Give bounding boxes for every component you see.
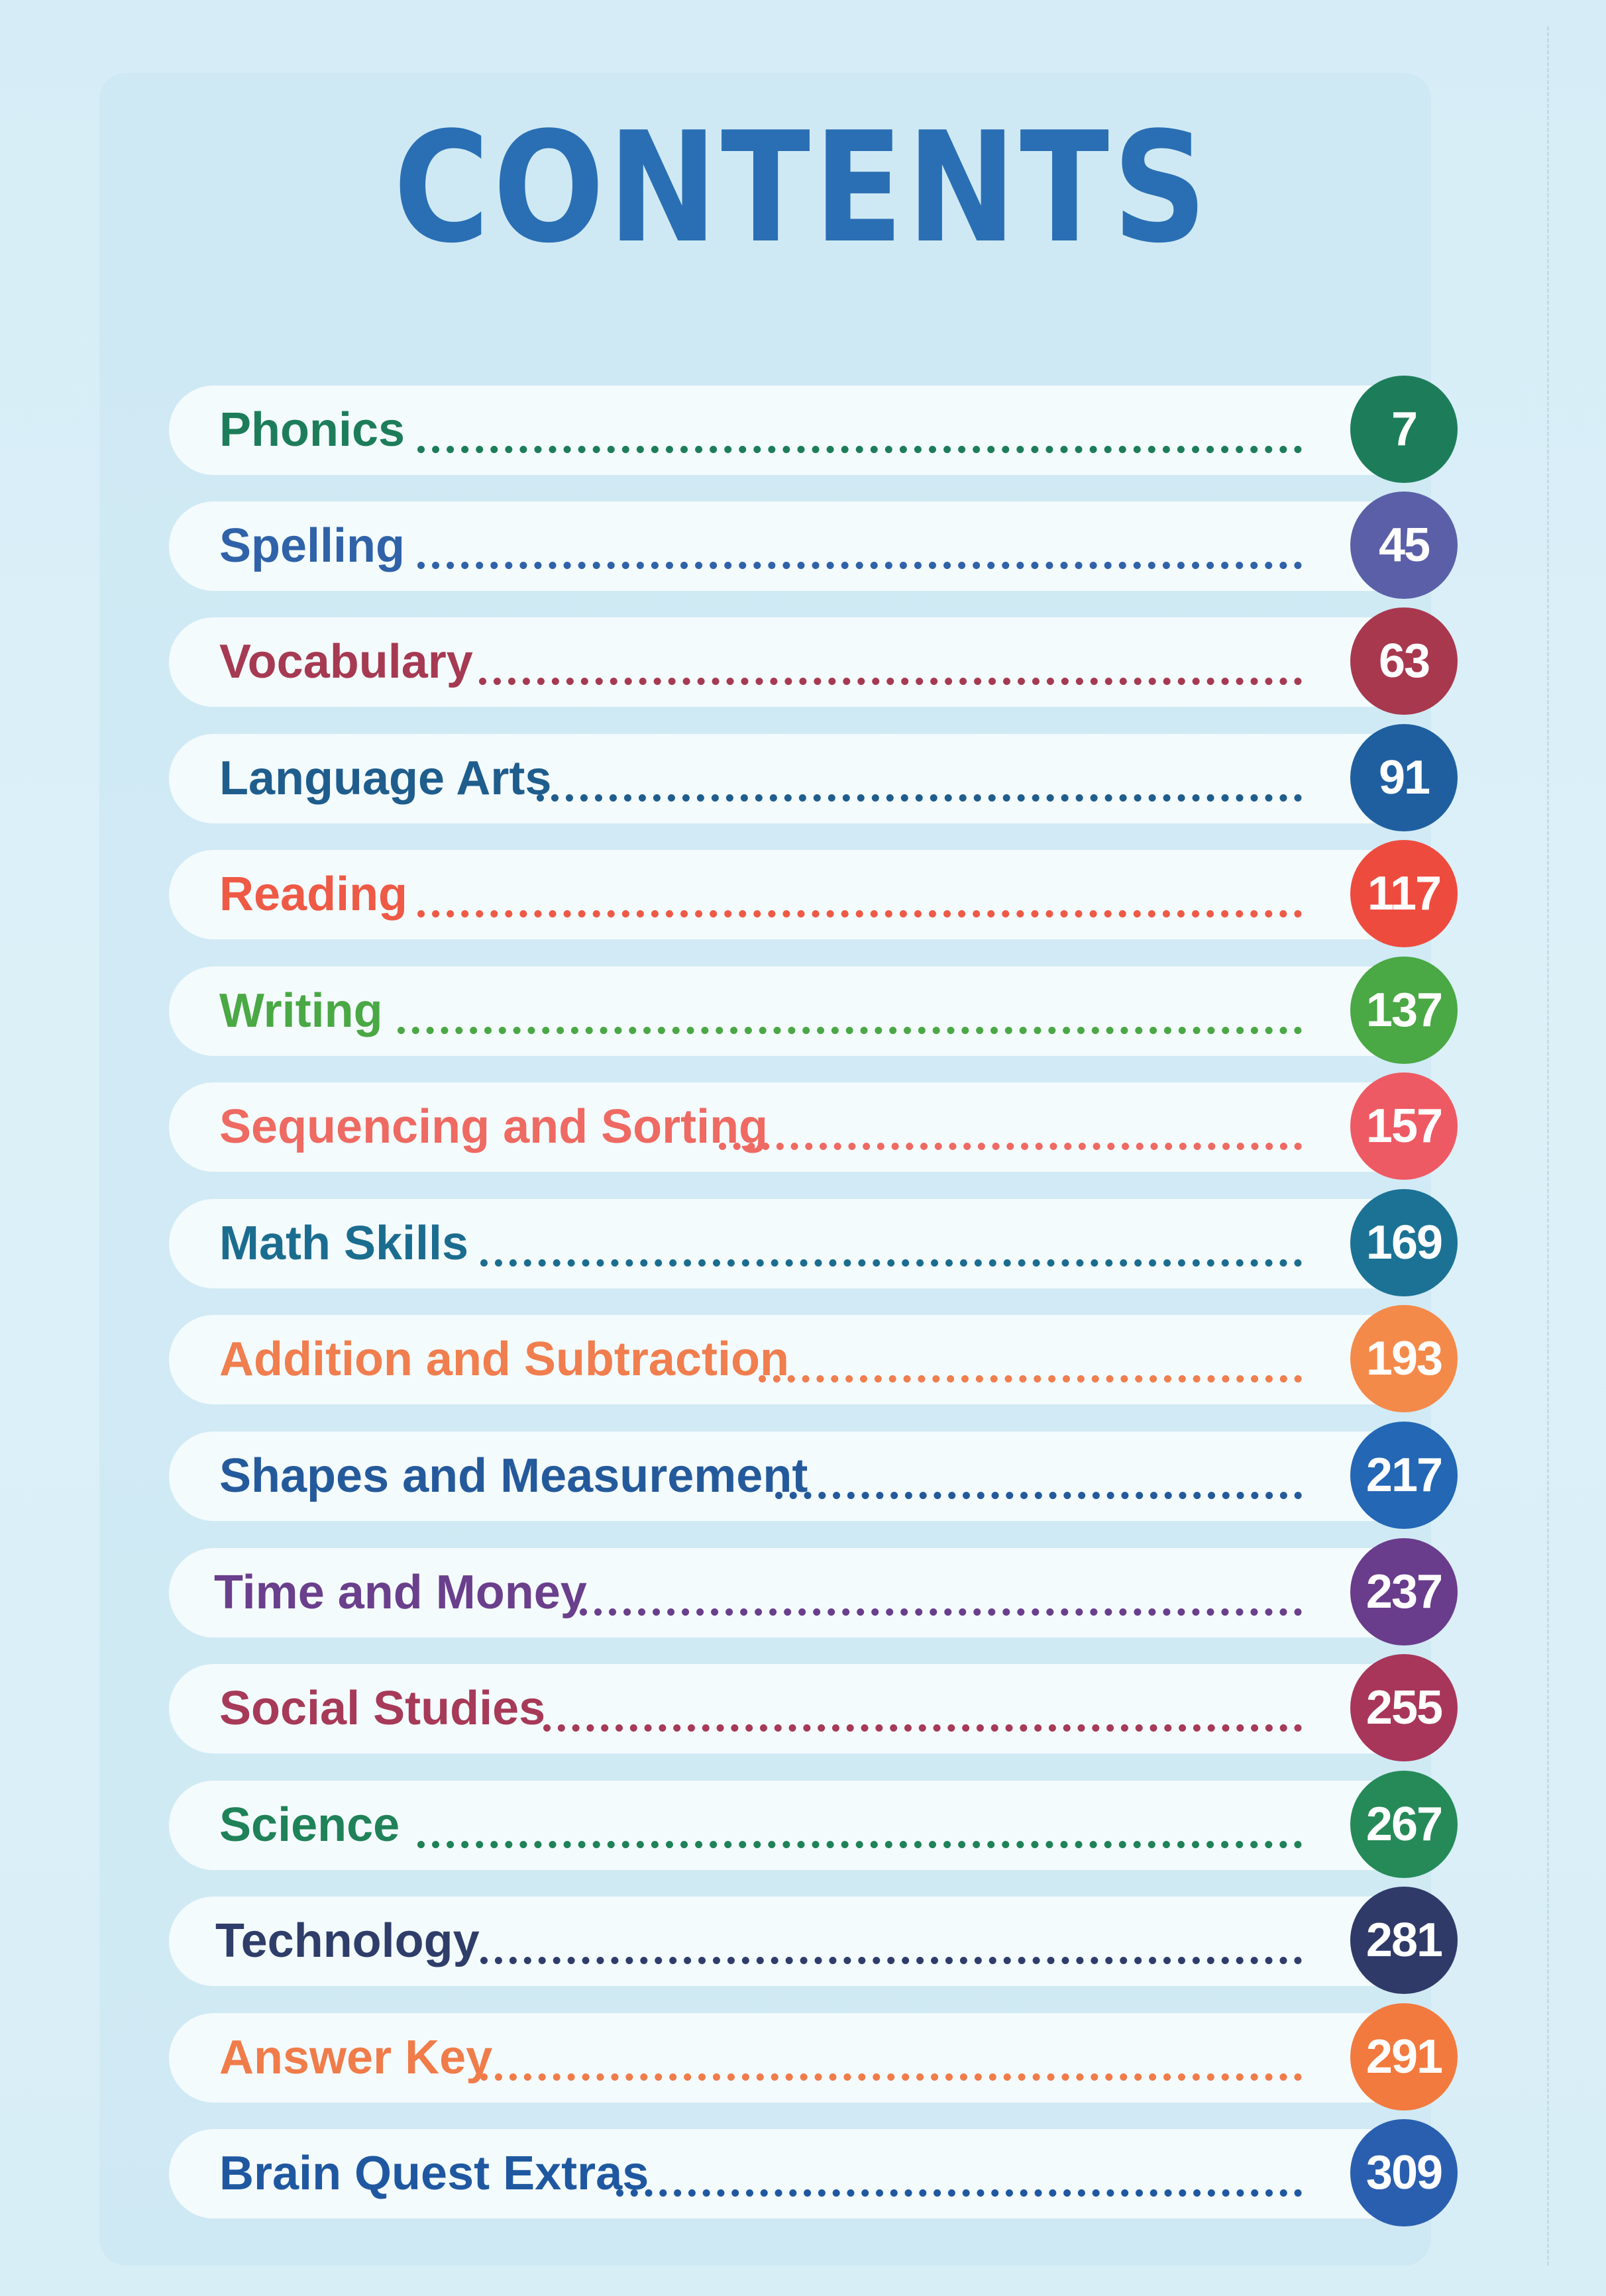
entry-label: Addition and Subtraction (219, 1333, 789, 1386)
page-number-badge: 217 (1350, 1422, 1458, 1529)
entry-label: Technology (215, 1914, 480, 1967)
toc-entry-answer-key[interactable] (169, 2013, 1458, 2103)
page-number-badge: 7 (1350, 376, 1458, 483)
toc-entry-phonics[interactable] (169, 386, 1458, 475)
toc-entry-brain-quest-extras[interactable] (169, 2129, 1458, 2218)
entry-label: Social Studies (219, 1682, 546, 1735)
toc-entry-writing[interactable] (169, 966, 1458, 1056)
toc-entry-vocabulary[interactable] (169, 617, 1458, 707)
dot-leader (580, 1608, 1302, 1616)
page-number-badge: 309 (1350, 2119, 1458, 2226)
toc-entry-social-studies[interactable] (169, 1664, 1458, 1753)
entry-label: Spelling (219, 519, 405, 572)
page-number-badge: 137 (1350, 957, 1458, 1064)
toc-entry-time-and-money[interactable] (169, 1548, 1458, 1638)
page-number-badge: 255 (1350, 1654, 1458, 1761)
toc-entry-math-skills[interactable] (169, 1199, 1458, 1288)
page-number-badge: 267 (1350, 1771, 1458, 1878)
page-number-badge: 291 (1350, 2003, 1458, 2111)
dot-leader (719, 1143, 1302, 1150)
toc-entry-shapes-and-measurement[interactable] (169, 1432, 1458, 1521)
page-number-badge: 193 (1350, 1305, 1458, 1412)
entry-label: Sequencing and Sorting (219, 1100, 769, 1153)
entry-label: Time and Money (214, 1566, 587, 1619)
dot-leader (417, 446, 1302, 453)
dot-leader (417, 562, 1302, 569)
toc-entry-spelling[interactable] (169, 501, 1458, 591)
page-number-badge: 63 (1350, 607, 1458, 715)
dot-leader (398, 1027, 1302, 1034)
entry-label: Science (219, 1799, 400, 1852)
entry-label: Vocabulary (219, 635, 473, 688)
toc-entry-sequencing-and-sorting[interactable] (169, 1082, 1458, 1172)
dot-leader (417, 910, 1302, 917)
page-number-badge: 157 (1350, 1072, 1458, 1180)
page-number-badge: 45 (1350, 492, 1458, 599)
page-number-badge: 117 (1350, 840, 1458, 947)
entry-label: Phonics (219, 403, 405, 456)
dot-leader (759, 1375, 1302, 1383)
toc-entry-reading[interactable] (169, 850, 1458, 939)
dot-leader (479, 678, 1302, 685)
entry-label: Answer Key (219, 2031, 493, 2084)
entry-label: Language Arts (219, 752, 552, 805)
dot-leader (480, 1957, 1302, 1964)
page-title: CONTENTS (393, 100, 1210, 277)
dot-leader (543, 1724, 1302, 1732)
dot-leader (417, 1841, 1302, 1848)
toc-entry-science[interactable] (169, 1781, 1458, 1870)
page-number-badge: 281 (1350, 1887, 1458, 1994)
dot-leader (480, 1259, 1302, 1267)
dot-leader (616, 2189, 1302, 2197)
dot-leader (480, 2073, 1302, 2081)
entry-label: Shapes and Measurement (219, 1449, 808, 1502)
entry-label: Reading (219, 868, 408, 921)
page-number-badge: 237 (1350, 1538, 1458, 1645)
page-number-badge: 169 (1350, 1189, 1458, 1296)
toc-entry-language-arts[interactable] (169, 734, 1458, 823)
toc-entry-technology[interactable] (169, 1897, 1458, 1986)
dot-leader (775, 1492, 1302, 1499)
entry-label: Brain Quest Extras (219, 2147, 649, 2200)
entry-label: Writing (219, 984, 383, 1037)
entry-label: Math Skills (219, 1217, 469, 1270)
dot-leader (537, 794, 1302, 802)
toc-entry-addition-and-subtraction[interactable] (169, 1315, 1458, 1404)
page-number-badge: 91 (1350, 724, 1458, 831)
